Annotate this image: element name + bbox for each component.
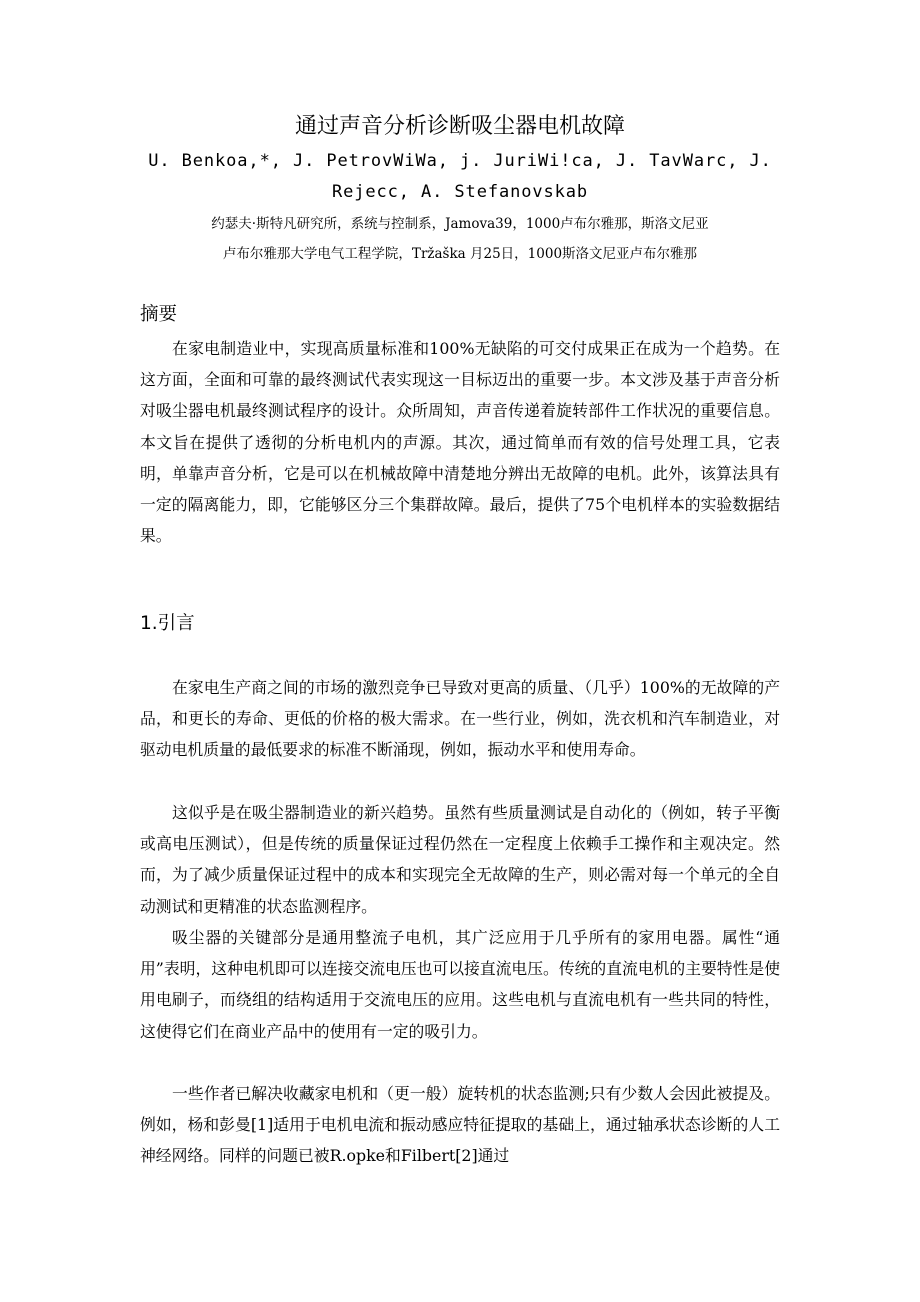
introduction-heading: 1.引言 — [140, 613, 195, 634]
intro-paragraph-2: 这似乎是在吸尘器制造业的新兴趋势。虽然有些质量测试是自动化的（例如，转子平衡或高电压测试），但是传统的质量保证过程仍然在一定程度上依赖手工操作和主观决定。然而，为了减少质量保证过程中的成本和实现完全无故障的生产，则必需对每一个单元的全自动测试和更精准的状态监测程序。 — [140, 803, 780, 916]
affiliation-2: 卢布尔雅那大学电气工程学院，Tržaška 月25日，1000斯洛文尼亚卢布尔雅那 — [222, 246, 698, 262]
abstract-text: 在家电制造业中，实现高质量标准和100%无缺陷的可交付成果正在成为一个趋势。在这方面，全面和可靠的最终测试代表实现这一目标迈出的重要一步。本文涉及基于声音分析对吸尘器电机最终测试程序的设计。众所周知，声音传递着旋转部件工作状况的重要信息。本文旨在提供了透彻的分析电机内的声源。其次，通过简单而有效的信号处理工具，它表明，单靠声音分析，它是可以在机械故障中清楚地分辨出无故障的电机。此外，该算法具有一定的隔离能力，即，它能够区分三个集群故障。最后，提供了75个电机样本的实验数据结果。 — [140, 339, 780, 546]
intro-paragraph-4: 一些作者已解决收藏家电机和（更一般）旋转机的状态监测;只有少数人会因此被提及。例如，杨和彭曼[1]适用于电机电流和振动感应特征提取的基础上，通过轴承状态诊断的人工神经网络。同样的问题已被R.opke和Filbert[2]通过 — [140, 1084, 780, 1166]
paper-title: 通过声音分析诊断吸尘器电机故障 — [294, 114, 625, 139]
intro-paragraph-1: 在家电生产商之间的市场的激烈竞争已导致对更高的质量、（几乎）100%的无故障的产品，和更长的寿命、更低的价格的极大需求。在一些行业，例如，洗衣机和汽车制造业，对驱动电机质量的最低要求的标准不断涌现，例如，振动水平和使用寿命。 — [140, 678, 780, 760]
author-list: U. Benkoa,*, J. PetrovWiWa, j. JuriWi!ca, J. TavWarc, J. Rejecc, A. Stefanovskab — [148, 151, 772, 202]
intro-paragraph-3: 吸尘器的关键部分是通用整流子电机，其广泛应用于几乎所有的家用电器。属性“通用”表明，这种电机即可以连接交流电压也可以接直流电压。传统的直流电机的主要特性是使用电刷子，而绕组的结构适用于交流电压的应用。这些电机与直流电机有一些共同的特性，这使得它们在商业产品中的使用有一定的吸引力。 — [140, 928, 780, 1041]
abstract-heading: 摘要 — [140, 304, 178, 325]
affiliation-1: 约瑟夫·斯特凡研究所，系统与控制系，Jamova39，1000卢布尔雅那，斯洛文尼亚 — [211, 216, 709, 232]
